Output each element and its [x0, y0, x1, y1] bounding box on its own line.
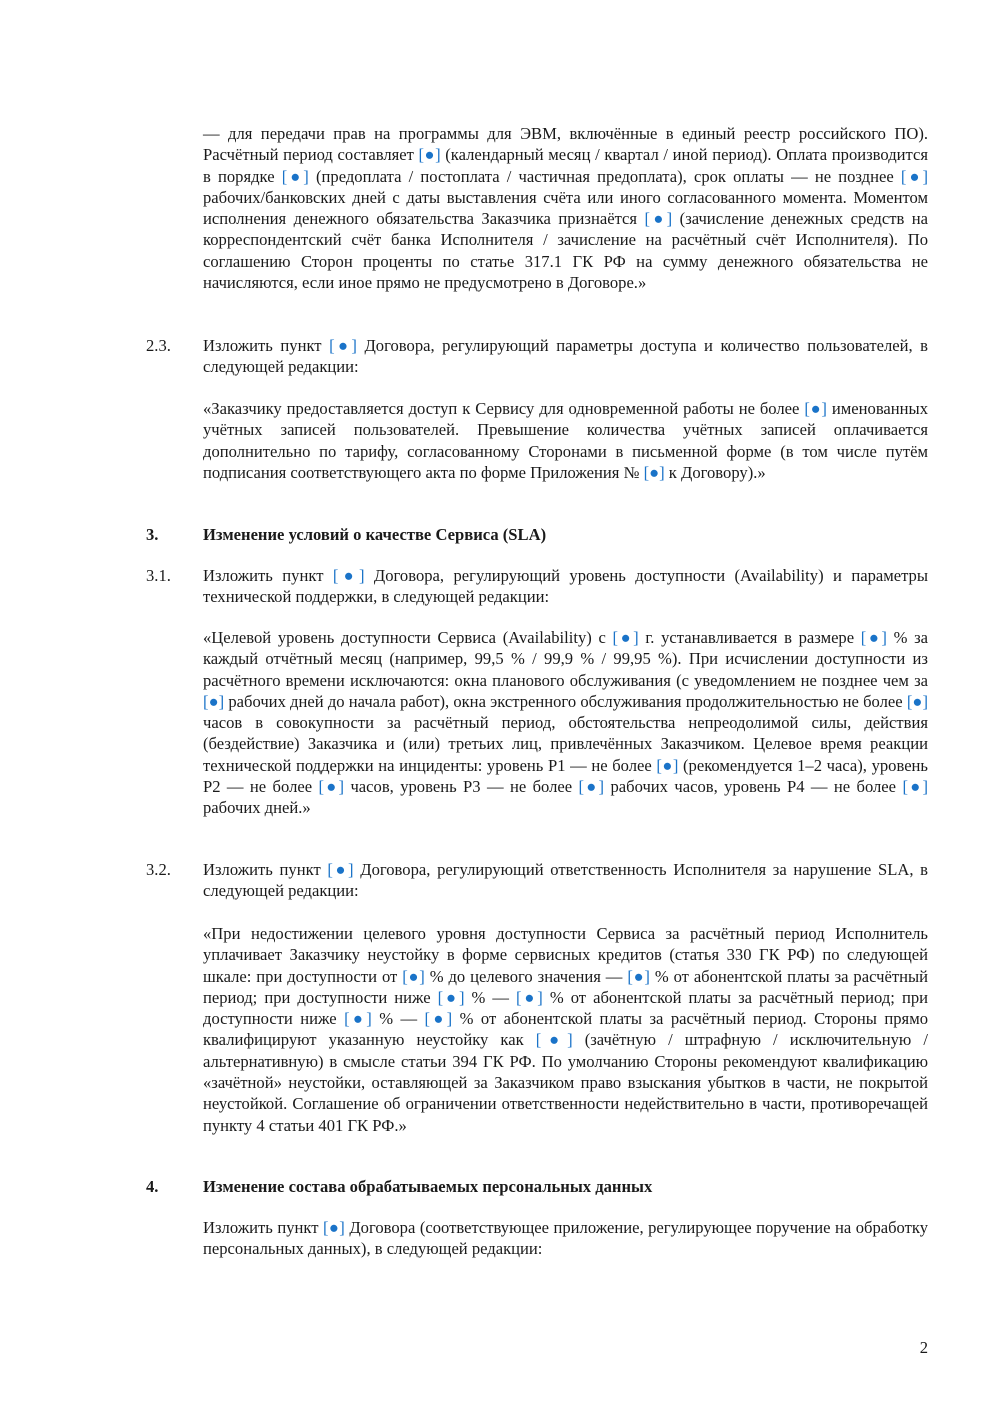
text-run: (зачисление денежных средств на корреспондентский счёт банка Исполнителя / зачисление на расчётный счёт Исполнителя). По соглашению Сторон проценты по статье 317.1 ГК РФ на сумму денежного обязательства не начисляются, если иное прямо не предусмотрено в Договоре.»	[203, 209, 929, 293]
section-3-heading	[203, 524, 928, 545]
text-run: Изложить пункт	[203, 860, 328, 879]
text-run: Договора, регулирующий ответственность Исполнителя за нарушение SLA, в следующей редакции:	[203, 860, 928, 901]
text-run: Изменение условий о качестве Сервиса (SLA)	[203, 525, 547, 544]
page-number: 2	[919, 1338, 928, 1357]
clause-2-3-text	[203, 335, 928, 378]
text-run: Изложить пункт	[203, 336, 330, 355]
placeholder-marker: [●]	[318, 777, 345, 797]
placeholder-marker: [●]	[627, 966, 650, 986]
clause-number-2-3: 2.3.	[146, 336, 171, 355]
text-run: — для передачи прав на программы для ЭВМ, включённые в единый реестр российского ПО). Расчётный период составляет	[203, 124, 928, 165]
placeholder-marker: [●]	[418, 145, 441, 165]
placeholder-marker: [●]	[327, 860, 354, 879]
clause-number-3-2: 3.2.	[146, 860, 171, 879]
text-run: Договора, регулирующий уровень доступности (Availability) и параметры технической поддержки, в следующей редакции:	[203, 566, 928, 607]
placeholder-marker: [●]	[906, 691, 928, 711]
text-run: % до целевого значения —	[424, 966, 628, 986]
clause-2-3-quote	[203, 398, 928, 483]
text-run: г. устанавливается в размере	[638, 628, 861, 647]
placeholder-marker: [●]	[329, 336, 357, 355]
text-run: % —	[464, 987, 516, 1007]
text-run: Изложить пункт	[203, 1218, 324, 1237]
text-run: Изложить пункт	[203, 566, 333, 585]
placeholder-marker: [●]	[656, 755, 679, 775]
text-run: часов в совокупности за расчётный период, обстоятельства непреодолимой силы, действия (бездействие) Заказчика и (или) третьих лиц, привлечённых Заказчиком. Целевое время реакции технической поддержки на инциденты: уровень P1 — не более	[203, 713, 928, 775]
placeholder-marker: [●]	[402, 966, 425, 986]
placeholder-marker: [●]	[281, 166, 309, 186]
text-run: рабочих/банковских дней с даты выставления счёта или иного согласованного момента. Моментом исполнения денежного обязательства Заказчика признаётся	[203, 187, 928, 229]
text-run: Изменение состава обрабатываемых персональных данных	[203, 1177, 653, 1196]
text-run: (календарный месяц / квартал / иной период). Оплата производится в порядке	[203, 145, 928, 186]
section-4-text	[203, 1217, 928, 1260]
text-run: «Целевой уровень доступности Сервиса (Availability) с	[203, 628, 613, 647]
text-run: (рекомендуется 1–2 часа), уровень P2 — не более	[203, 755, 929, 797]
placeholder-marker: [●]	[860, 628, 887, 647]
text-run: % —	[371, 1009, 425, 1029]
placeholder-marker: [●]	[804, 399, 827, 418]
clause-3-2-quote	[203, 923, 928, 1136]
text-run: Договора (соответствующее приложение, регулирующее поручение на обработку персональных данных), в следующей редакции:	[203, 1218, 929, 1259]
placeholder-marker: [●]	[644, 209, 673, 229]
text-run: именованных учётных записей пользователей. Превышение количества учётных записей оплачивается дополнительно по тарифу, согласованному Сторонами в письменной форме (в том числе путём подписания соответствующего акта по форме Приложения №	[203, 399, 929, 482]
clause-number-3-1: 3.1.	[146, 566, 171, 585]
text-run: % за каждый отчётный месяц (например, 99,5 % / 99,9 % / 99,95 %). При исчислении доступности из расчётного времени исключаются: окна планового обслуживания (с уведомлением не позднее чем за	[203, 628, 929, 690]
placeholder-marker: [●]	[437, 987, 465, 1007]
placeholder-marker: [●]	[424, 1009, 453, 1029]
payment-terms-continuation	[203, 123, 928, 293]
placeholder-marker: [●]	[902, 777, 929, 797]
placeholder-marker: [●]	[323, 1218, 345, 1237]
placeholder-marker: [●]	[516, 987, 543, 1007]
placeholder-marker: [●]	[578, 777, 605, 797]
text-run: (зачётную / штрафную / исключительную / альтернативную) в смысле статьи 394 ГК РФ. По умолчанию Стороны рекомендуют квалификацию «зачётной» неустойки, оставляющей за Заказчиком право взыскания убытков в части, не покрытой неустойкой. Соглашение об ограничении ответственности недействительно в части, противоречащей пункту 4 статьи 401 ГК РФ.»	[203, 1030, 928, 1135]
placeholder-marker: [●]	[344, 1009, 372, 1029]
clause-3-1-quote	[203, 627, 928, 819]
text-run: % от абонентской платы за расчётный период; при доступности ниже	[203, 987, 928, 1029]
section-number-4: 4.	[146, 1177, 159, 1196]
text-run: часов, уровень P3 — не более	[344, 777, 579, 797]
clause-3-1-text	[203, 565, 928, 608]
placeholder-marker: [●]	[203, 691, 225, 711]
text-run: Договора, регулирующий параметры доступа и количество пользователей, в следующей редакции:	[203, 336, 928, 377]
placeholder-marker: [●]	[900, 166, 929, 186]
placeholder-marker: [●]	[535, 1030, 573, 1050]
text-run: к Договору).»	[664, 462, 766, 482]
text-run: % от абонентской платы за расчётный период. Стороны прямо квалифицируют указанную неустойку как	[203, 1009, 928, 1050]
text-run: «Заказчику предоставляется доступ к Сервису для одновременной работы не более	[203, 399, 805, 418]
section-4-heading	[203, 1176, 928, 1197]
text-run: рабочих часов, уровень P4 — не более	[604, 777, 903, 797]
text-run: % от абонентской платы за расчётный период; при доступности ниже	[203, 966, 928, 1007]
placeholder-marker: [●]	[332, 566, 365, 585]
section-number-3: 3.	[146, 525, 159, 544]
text-run: рабочих дней.»	[203, 798, 311, 818]
text-run: рабочих дней до начала работ), окна экстренного обслуживания продолжительностью не более	[224, 691, 907, 711]
clause-3-2-text	[203, 859, 928, 902]
text-run: «При недостижении целевого уровня доступности Сервиса за расчётный период Исполнитель уплачивает Заказчику неустойку в форме сервисных кредитов (статья 330 ГК РФ) по следующей шкале: при доступности от	[203, 924, 928, 986]
text-run: (предоплата / постоплата / частичная предоплата), срок оплаты — не позднее	[308, 166, 901, 186]
placeholder-marker: [●]	[643, 462, 665, 482]
placeholder-marker: [●]	[612, 628, 639, 647]
